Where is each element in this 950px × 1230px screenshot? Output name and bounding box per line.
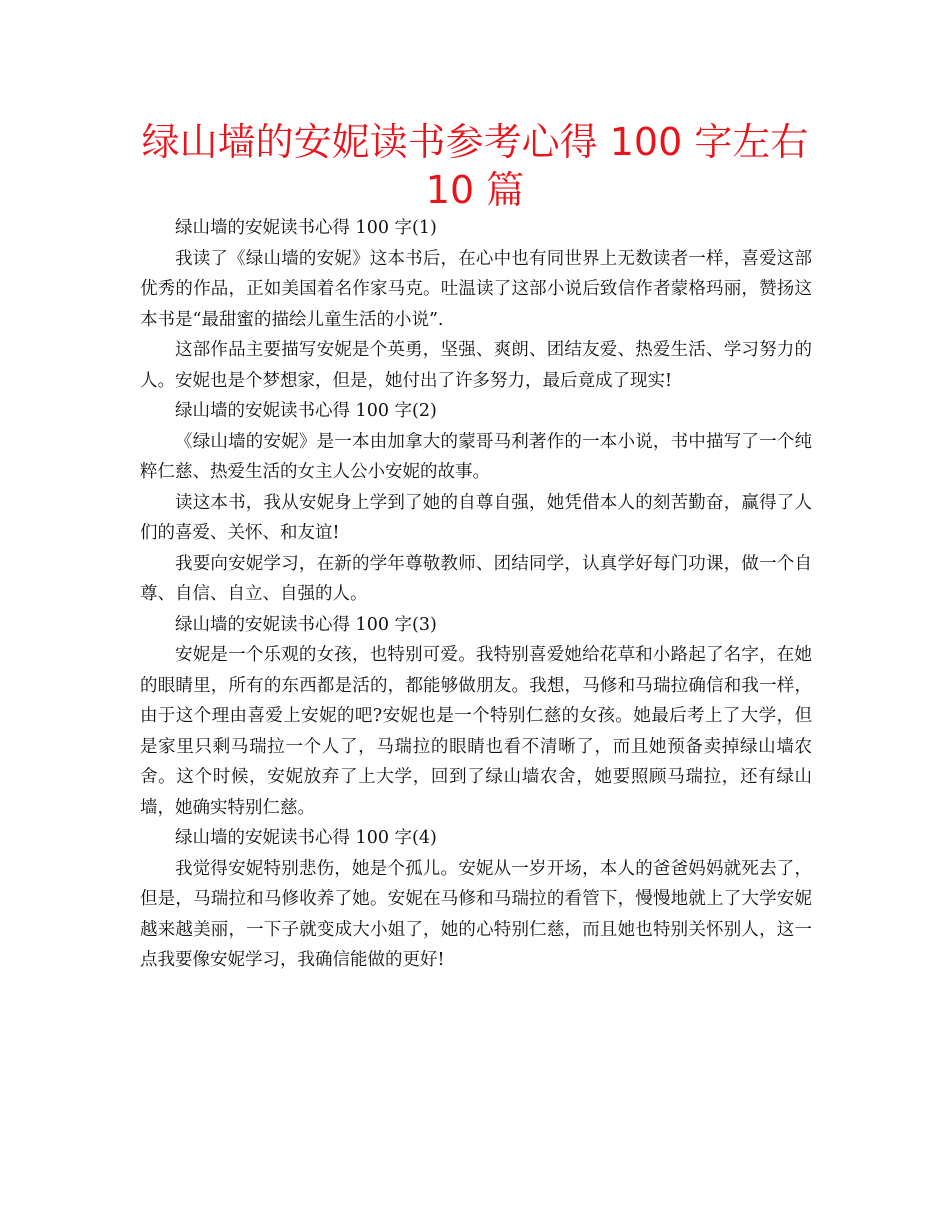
body-paragraph: 读这本书，我从安妮身上学到了她的自尊自强，她凭借本人的刻苦勤奋，赢得了人们的喜爱、关怀、和友谊! bbox=[140, 492, 812, 543]
section-heading-3: 绿山墙的安妮读书心得 100 字(3) bbox=[175, 614, 437, 635]
section-heading-1: 绿山墙的安妮读书心得 100 字(1) bbox=[175, 218, 437, 238]
section-heading-4: 绿山墙的安妮读书心得 100 字(4) bbox=[175, 828, 437, 848]
body-paragraph: 这部作品主要描写安妮是个英勇，坚强、爽朗、团结友爱、热爱生活、学习努力的人。安妮也是个梦想家，但是，她付出了许多努力，最后竟成了现实! bbox=[140, 340, 812, 391]
body-paragraph: 我读了《绿山墙的安妮》这本书后，在心中也有同世界上无数读者一样，喜爱这部优秀的作品，正如美国着名作家马克。吐温读了这部小说后致信作者蒙格玛丽，赞扬这本书是“最甜蜜的描绘儿童生活的小说”. bbox=[140, 248, 812, 330]
body-paragraph: 安妮是一个乐观的女孩，也特别可爱。我特别喜爱她给花草和小路起了名字，在她的眼睛里，所有的东西都是活的，都能够做朋友。我想，马修和马瑞拉确信和我一样，由于这个理由喜爱上安妮的吧?安妮也是一个特别仁慈的女孩。她最后考上了大学，但是家里只剩马瑞拉一个人了，马瑞拉的眼睛也看不清晰了，而且她预备卖掉绿山墙农舍。这个时候，安妮放弃了上大学，回到了绿山墙农舍，她要照顾马瑞拉，还有绿山墙，她确实特别仁慈。 bbox=[140, 645, 812, 818]
section-heading-2: 绿山墙的安妮读书心得 100 字(2) bbox=[175, 401, 437, 421]
body-paragraph: 我要向安妮学习，在新的学年尊敬教师、团结同学，认真学好每门功课，做一个自尊、自信、自立、自强的人。 bbox=[140, 553, 812, 604]
document-title: 绿山墙的安妮读书参考心得 100 字左右 10 篇 bbox=[141, 120, 809, 212]
document-body bbox=[140, 213, 812, 976]
body-paragraph: 《绿山墙的安妮》是一本由加拿大的蒙哥马利著作的一本小说，书中描写了一个纯粹仁慈、热爱生活的女主人公小安妮的故事。 bbox=[140, 431, 812, 482]
body-paragraph: 我觉得安妮特别悲伤，她是个孤儿。安妮从一岁开场，本人的爸爸妈妈就死去了，但是，马瑞拉和马修收养了她。安妮在马修和马瑞拉的看管下，慢慢地就上了大学安妮越来越美丽，一下子就变成大小姐了，她的心特别仁慈，而且她也特别关怀别人，这一点我要像安妮学习，我确信能做的更好! bbox=[140, 858, 812, 970]
